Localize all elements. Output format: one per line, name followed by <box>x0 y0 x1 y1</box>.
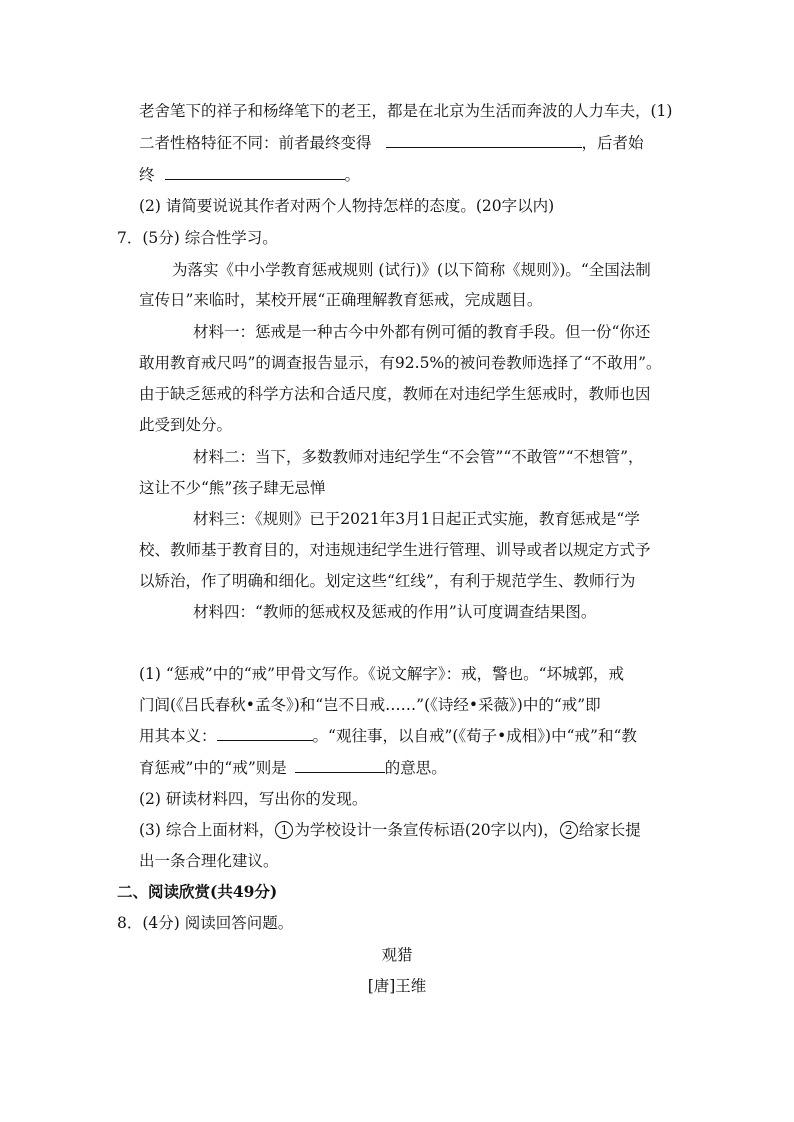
q6-line-3: 终 。 <box>139 166 361 184</box>
q7-part-2: (2) 研读材料四，写出你的发现。 <box>139 790 368 808</box>
material-3-line-2: 校、教师基于教育目的，对违规违纪学生进行管理、训导或者以规定方式予 <box>139 541 651 559</box>
q7-part-3-line-2: 出一条合理化建议。 <box>139 852 279 870</box>
answer-blank-4[interactable] <box>295 758 385 773</box>
circled-number-1: 1 <box>275 821 293 839</box>
q6-line-2: 二者性格特征不同：前者最终变得 ，后者始 <box>139 134 644 152</box>
material-4-line-1: 材料四：“教师的惩戒权及惩戒的作用”认可度调查结果图。 <box>193 603 597 621</box>
q8-heading: 8．(4分) 阅读回答问题。 <box>117 914 294 932</box>
q7-intro-1: 为落实《中小学教育惩戒规则 (试行)》(以下简称《规则》)。“全国法制 <box>172 261 651 279</box>
answer-blank-2[interactable] <box>165 165 345 180</box>
material-2-line-1: 材料二：当下，多数教师对违纪学生“不会管”“不敢管”“不想管”， <box>193 448 644 466</box>
poem-author: [唐]王维 <box>367 977 427 995</box>
material-3-line-3: 以矫治，作了明确和细化。划定这些“红线”，有利于规范学生、教师行为 <box>139 572 636 590</box>
material-2-line-2: 这让不少“熊”孩子肆无忌惮 <box>139 479 326 497</box>
circled-number-2: 2 <box>560 821 578 839</box>
q7-heading: 7．(5分) 综合性学习。 <box>117 229 278 247</box>
material-1-line-4: 此受到处分。 <box>139 416 233 434</box>
q7-part-1-line-1: (1) “惩戒”中的“戒”甲骨文写作。《说文解字》：戒，警也。“坏城郭，戒 <box>139 665 625 683</box>
q6-part-2: (2) 请简要说说其作者对两个人物持怎样的态度。(20字以内) <box>139 197 555 215</box>
q7-part-1-line-3: 用其本义： 。“观往事，以自戒”(《荀子•成相》)中“戒”和“教 <box>139 727 637 745</box>
q7-part-3-line-1: (3) 综合上面材料， 1 为学校设计一条宣传标语(20字以内)， 2 给家长提 <box>139 821 641 839</box>
section-2-heading: 二、阅读欣赏(共49分) <box>117 882 278 901</box>
q7-part-1-line-2: 门闾(《吕氏春秋•孟冬》)和“岂不日戒……”(《诗经•采薇》)中的“戒”即 <box>139 696 601 714</box>
q7-part-1-line-4: 育惩戒”中的“戒”则是 的意思。 <box>139 759 447 777</box>
poem-title: 观猎 <box>381 946 413 964</box>
material-1-line-1: 材料一：惩戒是一种古今中外都有例可循的教育手段。但一份“你还 <box>193 323 651 341</box>
material-1-line-2: 敢用教育戒尺吗”的调查报告显示，有92.5%的被问卷教师选择了“不敢用”。 <box>139 354 662 372</box>
material-1-line-3: 由于缺乏惩戒的科学方法和合适尺度，教师在对违纪学生惩戒时，教师也因 <box>139 385 651 403</box>
answer-blank-3[interactable] <box>217 726 313 741</box>
material-3-line-1: 材料三：《规则》已于2021年3月1日起正式实施，教育惩戒是“学 <box>193 510 640 528</box>
q6-line-1: 老舍笔下的祥子和杨绛笔下的老王，都是在北京为生活而奔波的人力车夫，(1) <box>139 102 673 120</box>
q7-intro-2: 宣传日”来临时，某校开展“正确理解教育惩戒，完成题目。 <box>139 291 543 309</box>
answer-blank-1[interactable] <box>386 133 582 148</box>
